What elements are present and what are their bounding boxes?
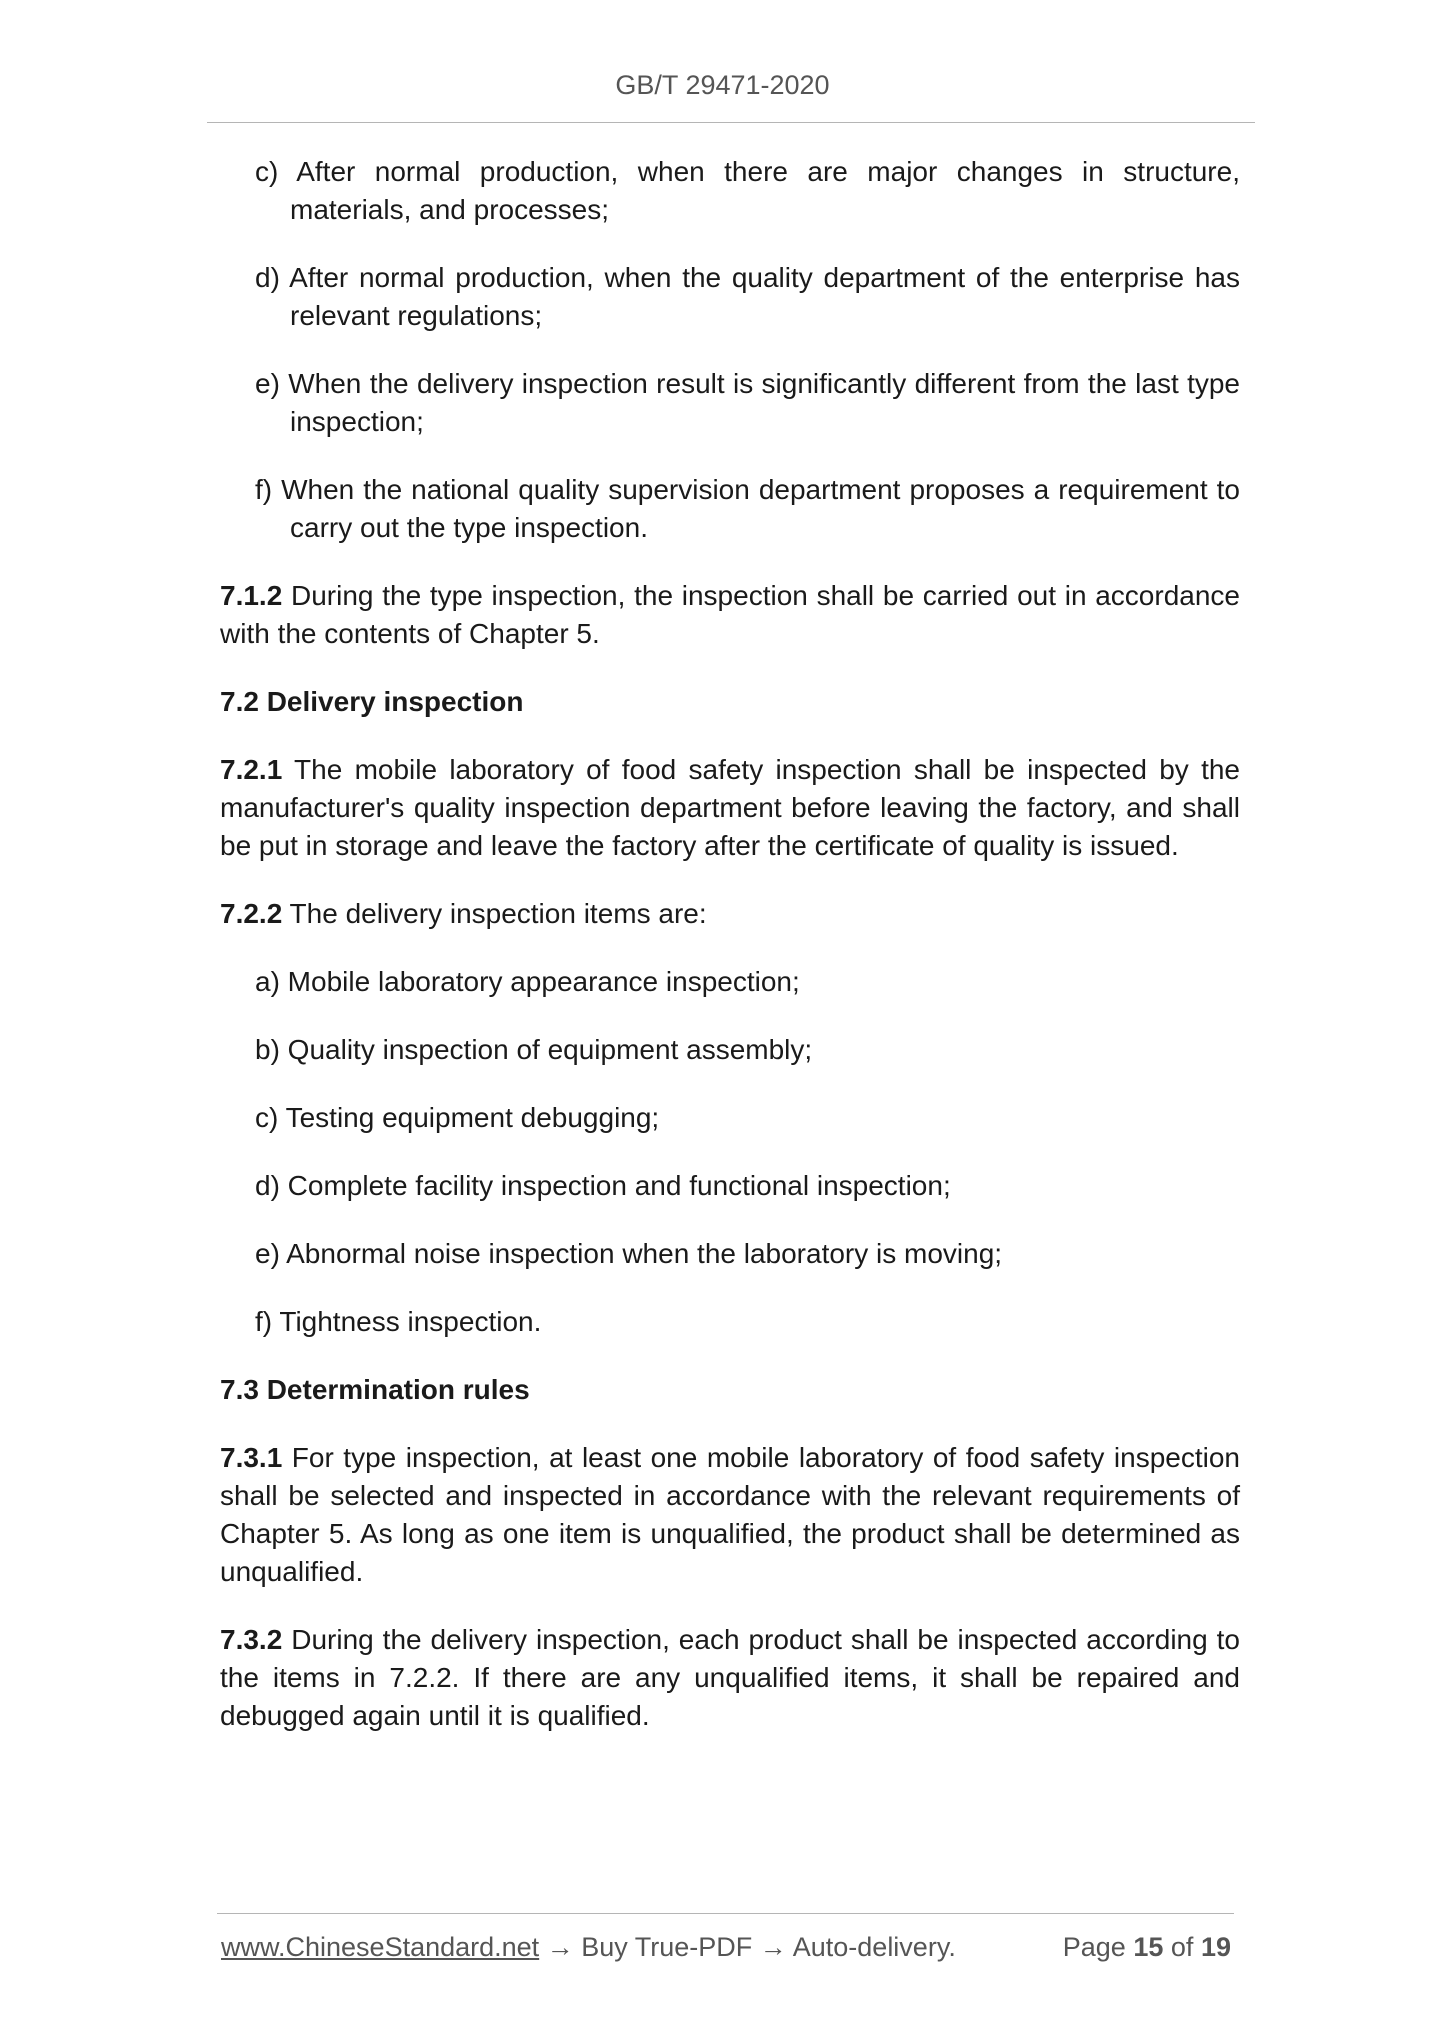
document-header-code: GB/T 29471-2020 <box>615 70 830 100</box>
list-item: d) Complete facility inspection and functional inspection; <box>255 1170 951 1201</box>
clause-number: 7.3.2 <box>220 1624 283 1655</box>
list-item: e) When the delivery inspection result is significantly different from the last type inspection; <box>255 368 1240 437</box>
footer-divider <box>217 1913 1234 1914</box>
list-item: c) After normal production, when there are major changes in structure, materials, and processes; <box>255 156 1240 225</box>
clause-text: During the delivery inspection, each product shall be inspected according to the items in 7.2.2. If there are any unqualified items, it shall be repaired and debugged again until it is qualified. <box>220 1624 1240 1731</box>
list-item: d) After normal production, when the quality department of the enterprise has relevant regulations; <box>255 262 1240 331</box>
list-item: e) Abnormal noise inspection when the laboratory is moving; <box>255 1238 1003 1269</box>
clause-7-2-2 <box>220 895 1240 933</box>
list-item: a) Mobile laboratory appearance inspection; <box>255 966 800 997</box>
clause-7-2-1 <box>220 751 1240 865</box>
clause-text: The mobile laboratory of food safety inspection shall be inspected by the manufacturer's quality inspection department before leaving the factory, and shall be put in storage and leave the factory after the certificate of quality is issued. <box>220 754 1240 861</box>
page-current: 15 <box>1133 1932 1164 1962</box>
clause-number: 7.3.1 <box>220 1442 283 1473</box>
document-body <box>220 153 1240 1765</box>
footer-promo <box>221 1932 956 1963</box>
header-divider <box>207 122 1255 123</box>
list-item: f) Tightness inspection. <box>255 1306 542 1337</box>
list-item: b) Quality inspection of equipment assembly; <box>255 1034 813 1065</box>
section-heading-7-2: 7.2 Delivery inspection <box>220 686 524 717</box>
clause-7-3-1 <box>220 1439 1240 1591</box>
page-word: Page <box>1062 1932 1126 1962</box>
clause-number: 7.2.1 <box>220 754 283 785</box>
clause-text: During the type inspection, the inspection shall be carried out in accordance with the contents of Chapter 5. <box>220 580 1240 649</box>
clause-number: 7.2.2 <box>220 898 283 929</box>
clause-text: For type inspection, at least one mobile laboratory of food safety inspection shall be selected and inspected in accordance with the relevant requirements of Chapter 5. As long as one item is unqualified, the product shall be determined as unqualified. <box>220 1442 1240 1587</box>
page-total: 19 <box>1200 1932 1231 1962</box>
page-indicator <box>1063 1932 1231 1963</box>
clause-7-3-2 <box>220 1621 1240 1735</box>
list-item: c) Testing equipment debugging; <box>255 1102 660 1133</box>
section-heading-7-3: 7.3 Determination rules <box>220 1374 530 1405</box>
site-link[interactable]: www.ChineseStandard.net <box>221 1932 540 1962</box>
list-item: f) When the national quality supervision department proposes a requirement to carry out the type inspection. <box>255 474 1240 543</box>
clause-text: The delivery inspection items are: <box>282 898 707 929</box>
of-word: of <box>1170 1932 1194 1962</box>
clause-7-1-2 <box>220 577 1240 653</box>
clause-number: 7.1.2 <box>220 580 283 611</box>
promo-text: → Buy True-PDF → Auto-delivery. <box>539 1932 956 1962</box>
